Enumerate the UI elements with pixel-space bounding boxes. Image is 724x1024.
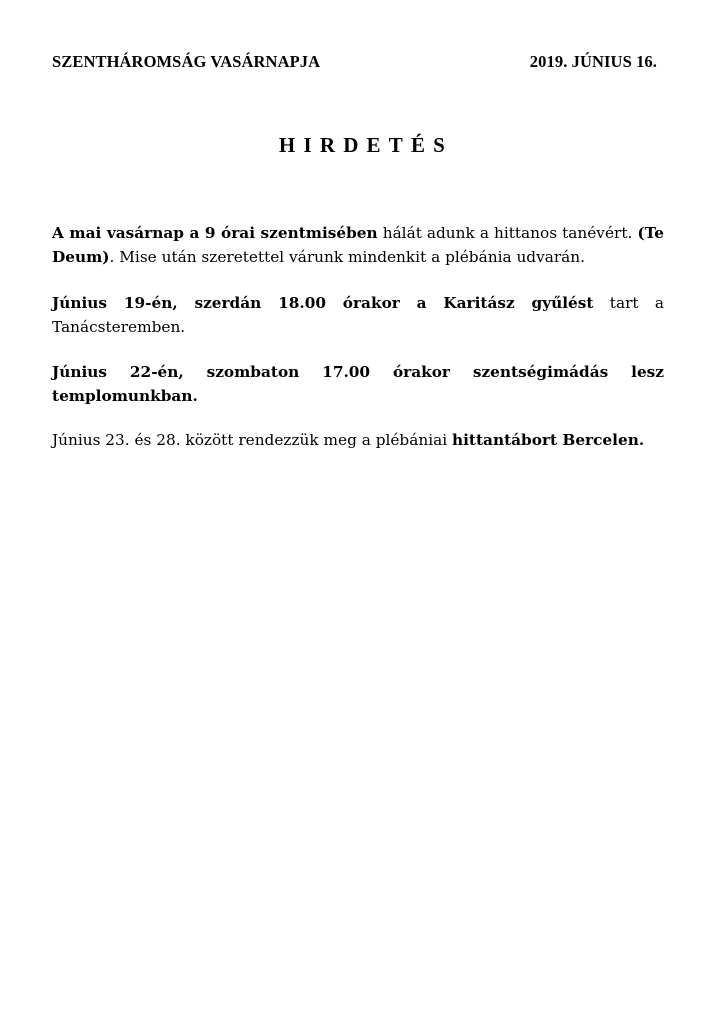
notice-bold-text: (Te Deum) xyxy=(52,224,664,267)
notice-text: Június 23. és 28. között rendezzük meg a plébániai xyxy=(52,431,452,450)
notice-bold-text: hittantábort Bercelen. xyxy=(451,431,645,450)
occasion-heading: SZENTHÁROMSÁG VASÁRNAPJA xyxy=(52,52,321,71)
notice-paragraph xyxy=(52,291,664,339)
notice-bold-text: Június 19-én, szerdán 18.00 órakor a Karitász gyűlést xyxy=(52,294,594,313)
notice-paragraph xyxy=(52,221,664,269)
notice-paragraph xyxy=(52,360,664,408)
notice-text: . Mise után szeretettel várunk mindenkit a plébánia udvarán. xyxy=(109,248,585,267)
notice-paragraph xyxy=(52,428,664,452)
notice-text: hálát adunk a hittanos tanévért. xyxy=(377,224,638,243)
notice-text: tart a Tanácsteremben. xyxy=(52,294,664,337)
page-title: HIRDETÉS xyxy=(278,133,454,157)
date-heading: 2019. JÚNIUS 16. xyxy=(529,52,657,71)
notice-bold-text: A mai vasárnap a 9 órai szentmisében xyxy=(52,224,378,243)
header-line xyxy=(52,52,657,74)
notice-bold-text: Június 22-én, szombaton 17.00 órakor szentségimádás lesz templomunkban. xyxy=(52,363,664,406)
